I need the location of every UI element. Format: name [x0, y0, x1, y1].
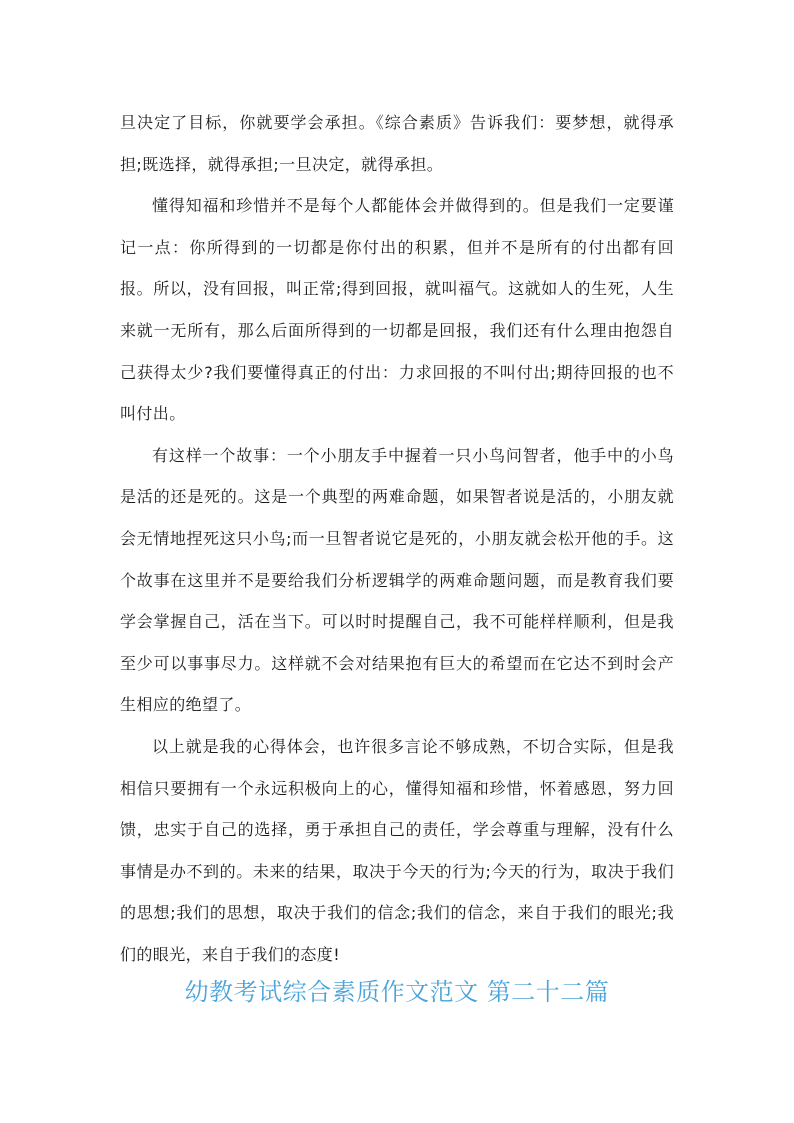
section-heading: 幼教考试综合素质作文范文 第二十二篇: [184, 978, 610, 1006]
paragraph-1: 旦决定了目标，你就要学会承担。《综合素质》告诉我们：要梦想，就得承担;既选择，就得承担;一旦决定，就得承担。: [120, 113, 674, 174]
paragraph-2: 懂得知福和珍惜并不是每个人都能体会并做得到的。但是我们一定要谨记一点：你所得到的一切都是你付出的积累，但并不是所有的付出都有回报。所以，没有回报，叫正常;得到回报，就叫福气。这就如人的生死，人生来就一无所有，那么后面所得到的一切都是回报，我们还有什么理由抱怨自己获得太少?我们要懂得真正的付出：力求回报的不叫付出;期待回报的也不叫付出。: [120, 196, 674, 424]
paragraph-4: 以上就是我的心得体会，也许很多言论不够成熟，不切合实际，但是我相信只要拥有一个永远积极向上的心，懂得知福和珍惜，怀着感恩，努力回馈，忠实于自己的选择，勇于承担自己的责任，学会尊重与理解，没有什么事情是办不到的。未来的结果，取决于今天的行为;今天的行为，取决于我们的思想;我们的思想，取决于我们的信念;我们的信念，来自于我们的眼光;我们的眼光，来自于我们的态度!: [120, 736, 674, 964]
document-body: [120, 102, 674, 975]
paragraph-3: 有这样一个故事：一个小朋友手中握着一只小鸟问智者，他手中的小鸟是活的还是死的。这是一个典型的两难命题，如果智者说是活的，小朋友就会无情地捏死这只小鸟;而一旦智者说它是死的，小朋友就会松开他的手。这个故事在这里并不是要给我们分析逻辑学的两难命题问题，而是教育我们要学会掌握自己，活在当下。可以时时提醒自己，我不可能样样顺利，但是我至少可以事事尽力。这样就不会对结果抱有巨大的希望而在它达不到时会产生相应的绝望了。: [120, 445, 674, 715]
